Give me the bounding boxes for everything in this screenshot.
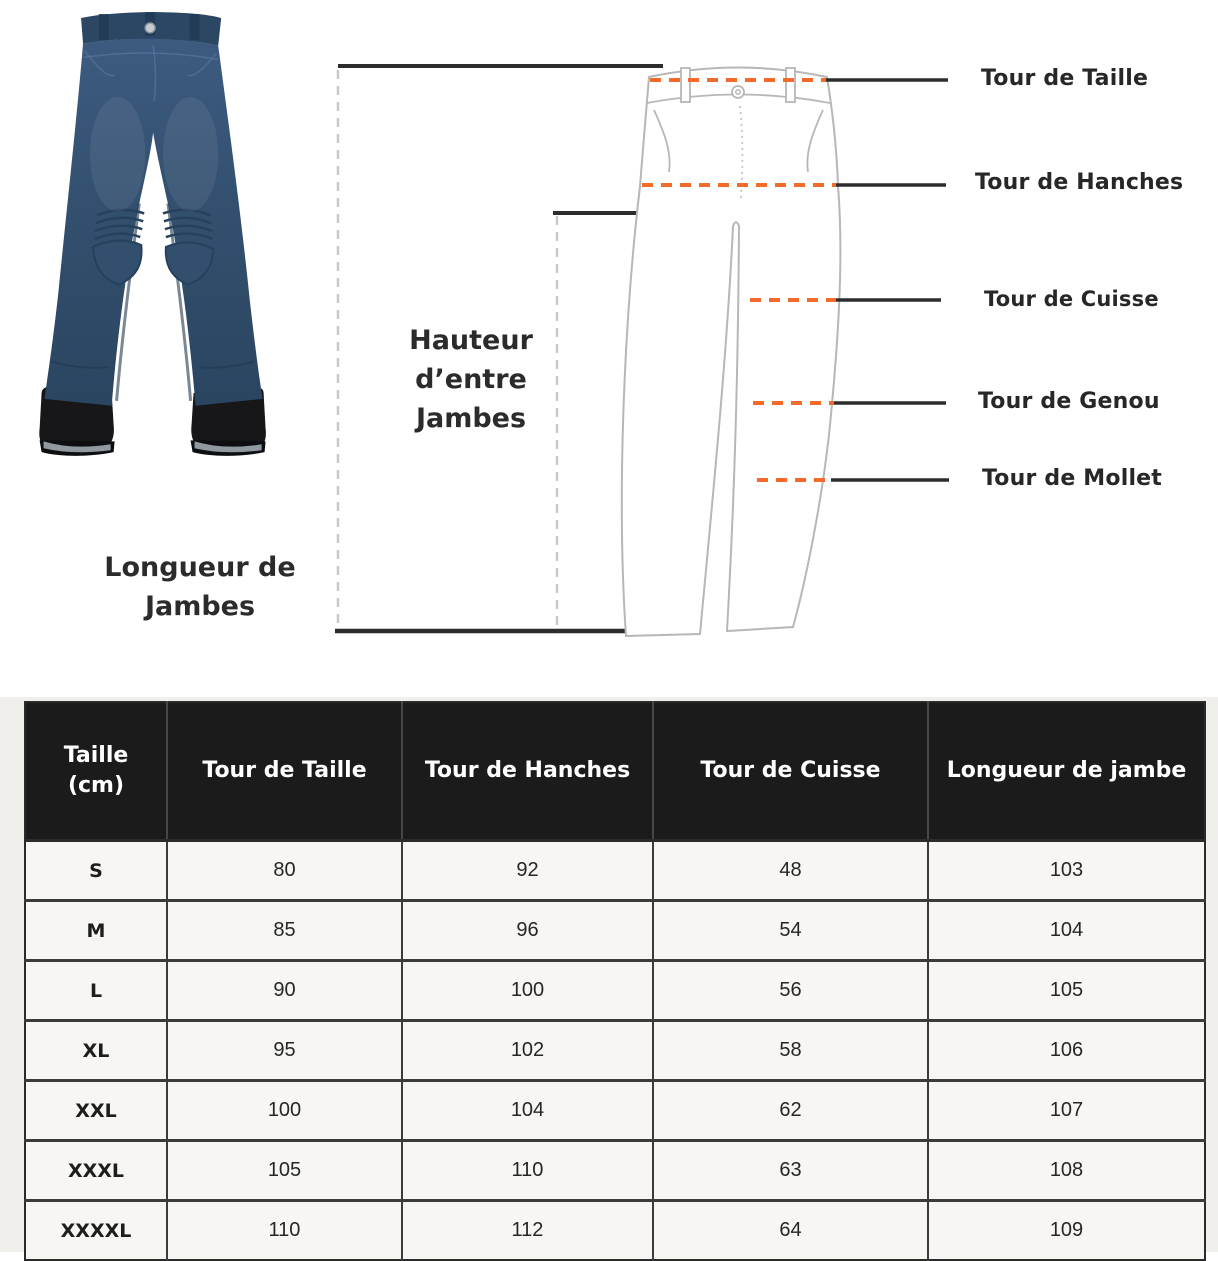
cell-value: 48 xyxy=(653,841,928,901)
header-taille-cm: Taille (cm) xyxy=(25,702,167,841)
cell-value: 102 xyxy=(402,1021,653,1081)
cell-value: 104 xyxy=(928,901,1205,961)
cell-size: XXL xyxy=(25,1081,167,1141)
cell-value: 106 xyxy=(928,1021,1205,1081)
header-tour-de-cuisse: Tour de Cuisse xyxy=(653,702,928,841)
label-hauteur-entre-jambes xyxy=(385,321,557,438)
cell-value: 103 xyxy=(928,841,1205,901)
cell-value: 64 xyxy=(653,1201,928,1261)
header-tour-de-taille: Tour de Taille xyxy=(167,702,402,841)
cell-value: 62 xyxy=(653,1081,928,1141)
cell-value: 104 xyxy=(402,1081,653,1141)
label-tour-de-hanches: Tour de Hanches xyxy=(975,170,1184,195)
cell-value: 100 xyxy=(167,1081,402,1141)
cell-value: 110 xyxy=(402,1141,653,1201)
cell-value: 54 xyxy=(653,901,928,961)
cell-size: XL xyxy=(25,1021,167,1081)
table-row-xxl xyxy=(25,1081,1205,1141)
label-longueur-de-jambes xyxy=(72,548,328,626)
cell-value: 110 xyxy=(167,1201,402,1261)
cell-value: 96 xyxy=(402,901,653,961)
table-row-xl xyxy=(25,1021,1205,1081)
cell-size: XXXL xyxy=(25,1141,167,1201)
pants-outline xyxy=(622,68,841,637)
cell-value: 105 xyxy=(928,961,1205,1021)
cell-value: 107 xyxy=(928,1081,1205,1141)
label-line: Hauteur xyxy=(409,325,533,356)
table-row-xxxxl xyxy=(25,1201,1205,1261)
table-row-l xyxy=(25,961,1205,1021)
cell-value: 63 xyxy=(653,1141,928,1201)
cell-value: 95 xyxy=(167,1021,402,1081)
label-line: d’entre xyxy=(415,364,527,395)
label-tour-de-taille: Tour de Taille xyxy=(981,66,1149,91)
cell-size: L xyxy=(25,961,167,1021)
cell-value: 105 xyxy=(167,1141,402,1201)
cell-value: 58 xyxy=(653,1021,928,1081)
cell-value: 100 xyxy=(402,961,653,1021)
cell-value: 85 xyxy=(167,901,402,961)
label-tour-de-cuisse: Tour de Cuisse xyxy=(984,287,1159,311)
cell-value: 90 xyxy=(167,961,402,1021)
cell-value: 108 xyxy=(928,1141,1205,1201)
pointer-lines xyxy=(826,80,949,480)
header-tour-de-hanches: Tour de Hanches xyxy=(402,702,653,841)
label-line: Longueur de xyxy=(104,552,296,583)
header-row xyxy=(25,702,1205,841)
table-row-m xyxy=(25,901,1205,961)
cell-size: XXXXL xyxy=(25,1201,167,1261)
cell-size: S xyxy=(25,841,167,901)
label-tour-de-mollet: Tour de Mollet xyxy=(982,466,1163,491)
cell-value: 112 xyxy=(402,1201,653,1261)
cell-value: 92 xyxy=(402,841,653,901)
size-table-section xyxy=(0,697,1218,1252)
cell-size: M xyxy=(25,901,167,961)
label-line: Jambes xyxy=(415,403,527,434)
size-table xyxy=(24,701,1206,1261)
cell-value: 80 xyxy=(167,841,402,901)
header-longueur-de-jambe: Longueur de jambe xyxy=(928,702,1205,841)
cell-value: 56 xyxy=(653,961,928,1021)
label-line: Jambes xyxy=(144,591,256,622)
table-row-xxxl xyxy=(25,1141,1205,1201)
table-row-s xyxy=(25,841,1205,901)
label-tour-de-genou: Tour de Genou xyxy=(978,389,1160,414)
cell-value: 109 xyxy=(928,1201,1205,1261)
